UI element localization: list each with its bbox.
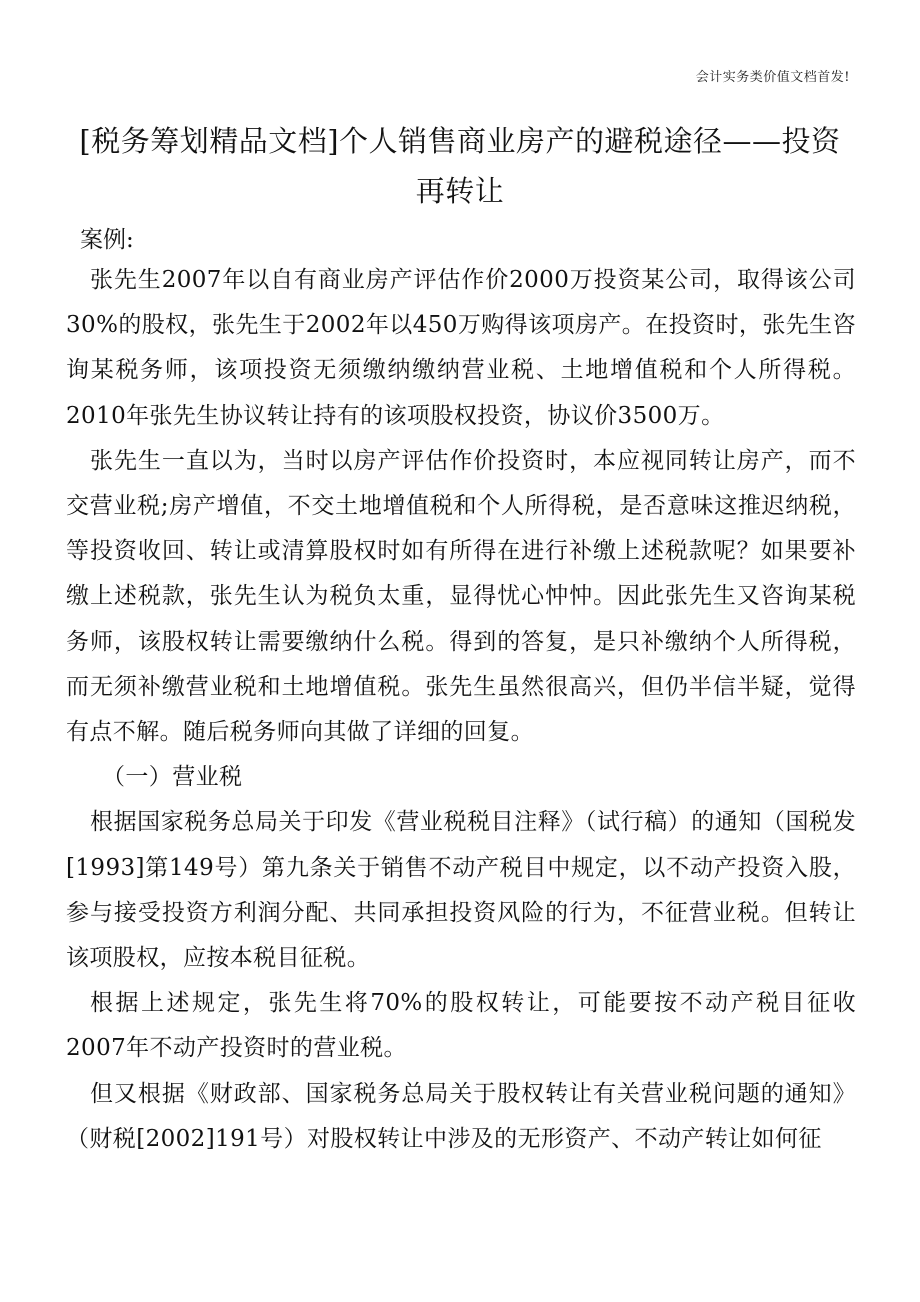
case-label: 案例: [80, 227, 134, 253]
section-heading: （一）营业税 [102, 764, 243, 791]
header-note: 会计实务类价值文档首发! [695, 70, 850, 85]
paragraph: 张先生一直以为，当时以房产评估作价投资时，本应视同转让房产，而不交营业税;房产增值，不交土地增值税和个人所得税，是否意味这推迟纳税，等投资收回、转让或清算股权时如有所得在进行补缴上述税款呢？如果要补缴上述税款，张先生认为税负太重，显得忧心忡忡。因此张先生又咨询某税务师，该股权转让需要缴纳什么税。得到的答复，是只补缴纳个人所得税，而无须补缴营业税和土地增值税。张先生虽然很高兴，但仍半信半疑，觉得有点不解。随后税务师向其做了详细的回复。 [66, 447, 856, 746]
paragraph: 根据国家税务总局关于印发《营业税税目注释》（试行稿）的通知（国税发[1993]第149号）第九条关于销售不动产税目中规定，以不动产投资入股，参与接受投资方利润分配、共同承担投资风险的行为，不征营业税。但转让该项股权，应按本税目征税。 [66, 809, 856, 972]
document-title: [税务筹划精品文档]个人销售商业房产的避税途径——投资再转让 [79, 124, 841, 208]
paragraph: 张先生2007年以自有商业房产评估作价2000万投资某公司，取得该公司30%的股权，张先生于2002年以450万购得该项房产。在投资时，张先生咨询某税务师，该项投资无须缴纳缴纳营业税、土地增值税和个人所得税。2010年张先生协议转让持有的该项股权投资，协议价3500万。 [66, 267, 856, 429]
document-body [66, 258, 856, 1162]
paragraph: 但又根据《财政部、国家税务总局关于股权转让有关营业税问题的通知》（财税[2002]191号）对股权转让中涉及的无形资产、不动产转让如何征 [66, 1080, 856, 1152]
paragraph: 根据上述规定，张先生将70%的股权转让，可能要按不动产税目征收2007年不动产投资时的营业税。 [66, 990, 856, 1062]
